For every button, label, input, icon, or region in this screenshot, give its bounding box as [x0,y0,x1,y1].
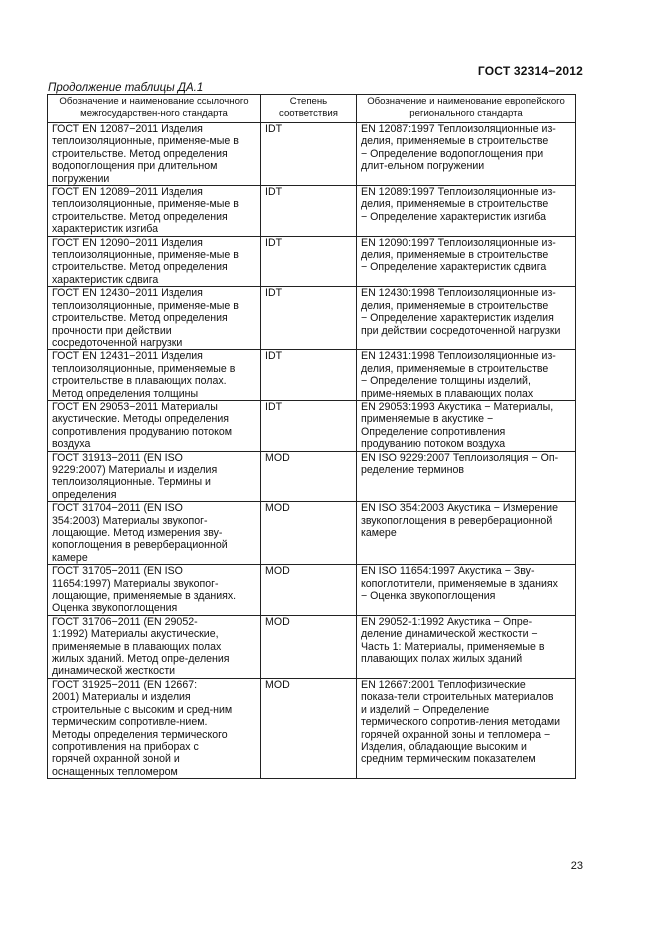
header-degree: Степень соответствия [261,95,357,123]
european-standard-cell [357,502,576,565]
degree-cell [261,565,357,616]
table-row [48,287,576,350]
table-row [48,186,576,237]
degree-cell [261,236,357,287]
degree-text: MOD [265,502,290,515]
national-standard-cell [48,451,261,502]
national-standard-cell [48,565,261,616]
degree-text: IDT [265,123,283,135]
degree-text: IDT [265,186,283,199]
national-standard-text: ГОСТ EN 12430−2011 Изделия теплоизоляционные, применяе-мые в строительстве. Метод определения прочности при действии сосредоточенной нагрузки [52,287,239,349]
degree-cell [261,123,357,186]
national-standard-text: ГОСТ 31706−2011 (EN 29052- 1:1992) Материалы акустические, применяемые в плавающих полах жилых зданий. Метод опре-деления динамической жесткости [52,615,230,678]
european-standard-text: EN 12087:1997 Теплоизоляционные из- делия, применяемые в строительстве − Определение водопоглощения при длит-ельном погружении [361,123,556,173]
national-standard-text: ГОСТ EN 29053−2011 Материалы акустические. Методы определения сопротивления продуванию потоком воздуха [52,400,233,451]
national-standard-text: ГОСТ EN 12089−2011 Изделия теплоизоляционные, применяе-мые в строительстве. Метод определения характеристик изгиба [52,186,239,236]
national-standard-text: ГОСТ 31913−2011 (EN ISO 9229:2007) Материалы и изделия теплоизоляционные. Термины и определения [52,451,218,501]
national-standard-cell [48,186,261,237]
table-row [48,615,576,678]
degree-text: IDT [265,400,283,413]
european-standard-text: EN 29052-1:1992 Акустика − Опре- деление динамической жесткости − Часть 1: Материалы, применяемые в плавающих полах жилых зданий [361,615,545,666]
national-standard-cell [48,615,261,678]
document-code: ГОСТ 32314−2012 [477,64,583,78]
european-standard-text: EN 12090:1997 Теплоизоляционные из- делия, применяемые в строительстве − Определение характеристик сдвига [361,236,556,274]
degree-cell [261,615,357,678]
degree-text: IDT [265,236,283,249]
european-standard-text: EN 29053:1993 Акустика − Материалы, применяемые в акустике − Определение сопротивления продуванию потоком воздуха [361,400,554,451]
european-standard-text: EN 12430:1998 Теплоизоляционные из- делия, применяемые в строительстве − Определение характеристик изделия при действии сосредоточенной нагрузки [361,287,561,337]
table-row [48,565,576,616]
european-standard-text: EN ISO 354:2003 Акустика − Измерение звукопоглощения в реверберационной камере [361,502,558,539]
table-caption: Продолжение таблицы ДА.1 [48,82,204,94]
degree-cell [261,287,357,350]
degree-text: IDT [265,350,283,363]
header-european-standard: Обозначение и наименование европейского регионального стандарта [357,95,576,123]
national-standard-cell [48,350,261,401]
table-row [48,400,576,451]
degree-cell [261,186,357,237]
european-standard-cell [357,400,576,451]
european-standard-cell [357,451,576,502]
degree-cell [261,451,357,502]
national-standard-cell [48,123,261,186]
national-standard-text: ГОСТ 31925−2011 (EN 12667: 2001) Материалы и изделия строительные с высоким и сред-ним термическим сопротивле-нием. Методы определения термического сопротивления на приборах с горячей охранной зоной и оснащенных тепломером [52,678,233,778]
national-standard-text: ГОСТ EN 12431−2011 Изделия теплоизоляционные, применяемые в строительстве в плавающих полах. Метод определения толщины [52,350,236,400]
header-national-standard: Обозначение и наименование ссылочного межгосударствен-ного стандарта [48,95,261,123]
degree-text: MOD [265,615,290,628]
table-row [48,451,576,502]
national-standard-text: ГОСТ 31704−2011 (EN ISO 354:2003) Материалы звукопог- лощающие. Метод измерения зву- копоглощения в реверберационной камере [52,502,228,564]
standards-table [47,94,576,779]
national-standard-cell [48,236,261,287]
degree-cell [261,678,357,778]
table-row [48,502,576,565]
european-standard-cell [357,236,576,287]
table-row [48,123,576,186]
degree-cell [261,502,357,565]
table-row [48,678,576,778]
national-standard-text: ГОСТ EN 12087−2011 Изделия теплоизоляционные, применяе-мые в строительстве. Метод определения водопоглощения при длительном погружении [52,123,239,185]
european-standard-cell [357,350,576,401]
european-standard-cell [357,565,576,616]
national-standard-text: ГОСТ EN 12090−2011 Изделия теплоизоляционные, применяе-мые в строительстве. Метод определения характеристик сдвига [52,236,239,286]
degree-text: MOD [265,565,290,578]
degree-text: MOD [265,678,290,691]
european-standard-cell [357,615,576,678]
table-row [48,236,576,287]
european-standard-cell [357,186,576,237]
degree-cell [261,350,357,401]
national-standard-cell [48,400,261,451]
european-standard-text: EN 12089:1997 Теплоизоляционные из- делия, применяемые в строительстве − Определение характеристик изгиба [361,186,556,223]
national-standard-text: ГОСТ 31705−2011 (EN ISO 11654:1997) Материалы звукопог- лощающие, применяемые в зданиях. Оценка звукопоглощения [52,565,237,615]
european-standard-cell [357,678,576,778]
european-standard-cell [357,123,576,186]
national-standard-cell [48,502,261,565]
table-row [48,350,576,401]
european-standard-cell [357,287,576,350]
national-standard-cell [48,287,261,350]
degree-text: IDT [265,287,283,300]
degree-cell [261,400,357,451]
european-standard-text: EN 12431:1998 Теплоизоляционные из- делия, применяемые в строительстве − Определение толщины изделий, приме-няемых в плавающих полах [361,350,556,400]
page-number: 23 [570,860,583,872]
european-standard-text: EN 12667:2001 Теплофизические показа-тели строительных материалов и изделий − Определение термического сопротив-ления методами горячей охранной зоны и тепломера − Изделия, обладающие высоким и средним термическим показателем [361,678,561,766]
national-standard-cell [48,678,261,778]
degree-text: MOD [265,451,290,464]
european-standard-text: EN ISO 11654:1997 Акустика − Зву- копоглотители, применяемые в зданиях − Оценка звукопоглощения [361,565,558,603]
table-header-row [48,95,576,123]
european-standard-text: EN ISO 9229:2007 Теплоизоляция − Оп- ределение терминов [361,451,559,476]
